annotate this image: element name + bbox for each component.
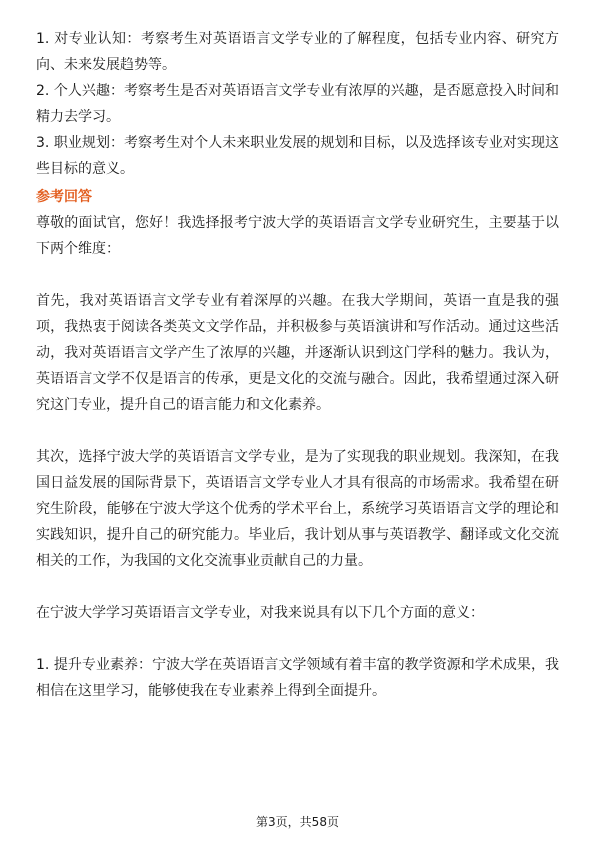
answer-heading: 参考回答	[36, 189, 92, 205]
page-number: 第3页，共58页	[256, 815, 339, 829]
criterion-professional-cognition: 1. 对专业认知：考察考生对英语语言文学专业的了解程度，包括专业内容、研究方向、未来发展趋势等。	[36, 31, 559, 73]
answer-paragraph-career: 其次，选择宁波大学的英语语言文学专业，是为了实现我的职业规划。我深知，在我国日益发展的国际背景下，英语语言文学专业人才具有很高的市场需求。我希望在研究生阶段，能够在宁波大学这个优秀的学术平台上，系统学习英语语言文学的理论和实践知识，提升自己的研究能力。毕业后，我计划从事与英语教学、翻译或文化交流相关的工作，为我国的文化交流事业贡献自己的力量。	[36, 449, 559, 569]
criterion-personal-interest: 2. 个人兴趣：考察考生是否对英语语言文学专业有浓厚的兴趣，是否愿意投入时间和精力去学习。	[36, 83, 559, 125]
criterion-career-planning: 3. 职业规划：考察考生对个人未来职业发展的规划和目标，以及选择该专业对实现这些目标的意义。	[36, 135, 559, 177]
answer-point-professional-quality: 1. 提升专业素养：宁波大学在英语语言文学领域有着丰富的教学资源和学术成果，我相信在这里学习，能够使我在专业素养上得到全面提升。	[36, 657, 559, 699]
answer-paragraph-significance: 在宁波大学学习英语语言文学专业，对我来说具有以下几个方面的意义：	[36, 605, 484, 621]
answer-intro: 尊敬的面试官，您好！我选择报考宁波大学的英语语言文学专业研究生，主要基于以下两个维度：	[36, 215, 559, 257]
answer-paragraph-interest: 首先，我对英语语言文学专业有着深厚的兴趣。在我大学期间，英语一直是我的强项，我热衷于阅读各类英文文学作品，并积极参与英语演讲和写作活动。通过这些活动，我对英语语言文学产生了浓厚的兴趣，并逐渐认识到这门学科的魅力。我认为，英语语言文学不仅是语言的传承，更是文化的交流与融合。因此，我希望通过深入研究这门专业，提升自己的语言能力和文化素养。	[36, 293, 559, 413]
page-content	[36, 26, 559, 704]
